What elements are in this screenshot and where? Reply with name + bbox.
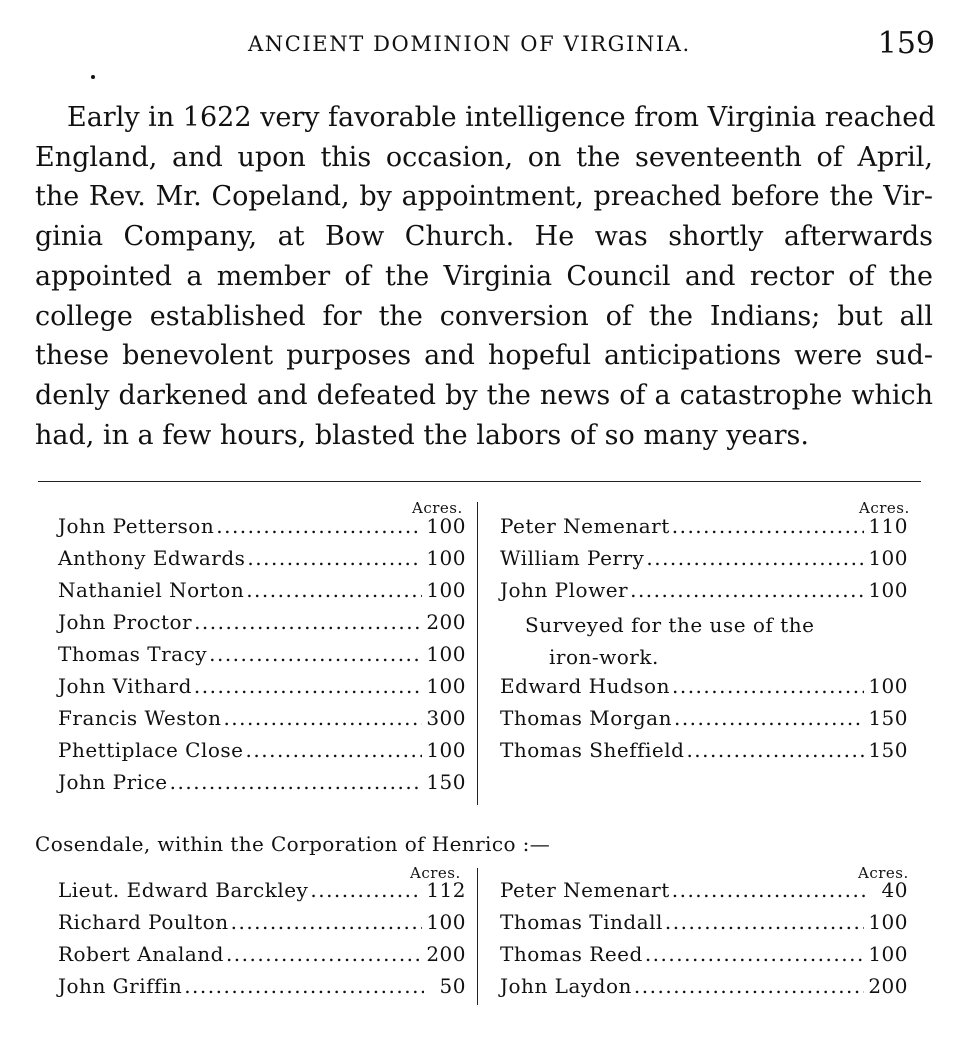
entry-acres: 200 <box>868 974 908 998</box>
acres-header-left: Acres. <box>412 499 463 517</box>
entry-name: Edward Hudson <box>500 674 670 698</box>
table-row <box>58 974 466 1006</box>
entry-name: John Plower <box>500 578 629 602</box>
entry-name: Francis Weston <box>58 706 222 730</box>
entry-acres: 50 <box>439 974 466 998</box>
dot-leader <box>646 546 864 570</box>
table-row <box>500 910 908 942</box>
entry-acres: 100 <box>426 674 466 698</box>
entry-name: Anthony Edwards <box>58 546 246 570</box>
entry-acres: 100 <box>426 546 466 570</box>
entry-acres: 200 <box>426 610 466 634</box>
entry-acres: 40 <box>881 878 908 902</box>
table-row <box>58 578 466 610</box>
table-row <box>58 770 466 802</box>
column-divider <box>477 502 478 805</box>
running-title: ANCIENT DOMINION OF VIRGINIA. <box>248 32 691 56</box>
paragraph-line: denly darkened and defeated by the news of a catastrophe which <box>35 379 933 411</box>
dot-leader <box>194 674 422 698</box>
table-row <box>500 578 908 610</box>
entry-name: Thomas Morgan <box>500 706 672 730</box>
entry-name: Thomas Tracy <box>58 642 208 666</box>
section-heading: Cosendale, within the Corporation of Henrico :— <box>35 832 551 856</box>
dot-leader <box>686 738 864 762</box>
entry-acres: 100 <box>868 942 908 966</box>
print-speck <box>91 75 95 79</box>
table-row <box>58 910 466 942</box>
entry-name: John Proctor <box>58 610 193 634</box>
table-row <box>500 738 908 770</box>
paragraph-line: these benevolent purposes and hopeful anticipations were sud- <box>35 340 933 372</box>
survey-note-line-2: iron-work. <box>549 645 659 669</box>
survey-note-line-1: Surveyed for the use of the <box>525 613 815 637</box>
table-row <box>500 942 908 974</box>
table-row <box>58 642 466 674</box>
entry-name: Peter Nemenart <box>500 878 670 902</box>
dot-leader <box>634 974 864 998</box>
table-row <box>500 546 908 578</box>
entry-name: John Price <box>58 770 168 794</box>
entry-acres: 112 <box>426 878 466 902</box>
dot-leader <box>231 910 423 934</box>
dot-leader <box>226 942 422 966</box>
dot-leader <box>672 674 864 698</box>
entry-name: Richard Poulton <box>58 910 229 934</box>
entry-name: Thomas Sheffield <box>500 738 685 762</box>
entry-acres: 100 <box>426 514 466 538</box>
entry-name: Peter Nemenart <box>500 514 670 538</box>
dot-leader <box>194 610 422 634</box>
dot-leader <box>665 910 864 934</box>
entry-name: John Laydon <box>500 974 632 998</box>
paragraph-line: the Rev. Mr. Copeland, by appointment, preached before the Vir- <box>35 181 933 213</box>
acres-header-right: Acres. <box>858 864 909 882</box>
table-row <box>58 706 466 738</box>
table-row <box>500 878 908 910</box>
entry-acres: 150 <box>868 706 908 730</box>
table-row <box>58 610 466 642</box>
dot-leader <box>630 578 864 602</box>
entry-name: Lieut. Edward Barckley <box>58 878 309 902</box>
acres-header-left: Acres. <box>410 864 461 882</box>
entry-name: Robert Analand <box>58 942 224 966</box>
table-row <box>500 674 908 706</box>
column-divider <box>477 868 478 1005</box>
dot-leader <box>170 770 423 794</box>
running-head <box>0 28 971 62</box>
dot-leader <box>184 974 424 998</box>
entry-name: Thomas Tindall <box>500 910 663 934</box>
page-number: 159 <box>877 26 935 61</box>
entry-acres: 300 <box>426 706 466 730</box>
paragraph-line: ginia Company, at Bow Church. He was shortly afterwards <box>35 221 933 253</box>
body-paragraph <box>35 98 936 455</box>
dot-leader <box>223 706 422 730</box>
entry-acres: 100 <box>868 910 908 934</box>
entry-name: Phettiplace Close <box>58 738 244 762</box>
dot-leader <box>674 706 864 730</box>
table-row <box>58 546 466 578</box>
table-row <box>500 974 908 1006</box>
paragraph-line: appointed a member of the Virginia Council and rector of the <box>35 260 933 292</box>
entry-acres: 100 <box>426 910 466 934</box>
table-row <box>500 514 908 546</box>
dot-leader <box>246 738 423 762</box>
paragraph-line: England, and upon this occasion, on the seventeenth of April, <box>35 141 933 173</box>
entry-acres: 150 <box>868 738 908 762</box>
entry-acres: 100 <box>868 674 908 698</box>
entry-acres: 100 <box>426 738 466 762</box>
paragraph-line: college established for the conversion of the Indians; but all <box>35 300 933 332</box>
table-row <box>58 514 466 546</box>
entry-acres: 100 <box>868 546 908 570</box>
table-row <box>500 706 908 738</box>
dot-leader <box>209 642 422 666</box>
entry-acres: 100 <box>868 578 908 602</box>
table-row <box>58 878 466 910</box>
dot-leader <box>247 546 422 570</box>
horizontal-rule <box>38 481 921 482</box>
entry-name: John Vithard <box>58 674 192 698</box>
paragraph-line: had, in a few hours, blasted the labors of so many years. <box>35 419 809 451</box>
dot-leader <box>246 578 422 602</box>
entry-name: William Perry <box>500 546 645 570</box>
entry-acres: 100 <box>426 642 466 666</box>
table-row <box>58 738 466 770</box>
acres-header-right: Acres. <box>859 499 910 517</box>
paragraph-line: Early in 1622 very favorable intelligence from Virginia reached <box>67 102 936 133</box>
survey-note <box>525 609 814 673</box>
entry-name: Thomas Reed <box>500 942 643 966</box>
entry-acres: 150 <box>426 770 466 794</box>
dot-leader <box>672 878 866 902</box>
dot-leader <box>216 514 422 538</box>
dot-leader <box>672 514 865 538</box>
entry-acres: 200 <box>426 942 466 966</box>
dot-leader <box>310 878 422 902</box>
entry-acres: 100 <box>426 578 466 602</box>
dot-leader <box>645 942 865 966</box>
table-row <box>58 674 466 706</box>
entry-name: John Griffin <box>58 974 183 998</box>
entry-acres: 110 <box>868 514 908 538</box>
table-row <box>58 942 466 974</box>
entry-name: Nathaniel Norton <box>58 578 245 602</box>
entry-name: John Petterson <box>58 514 215 538</box>
